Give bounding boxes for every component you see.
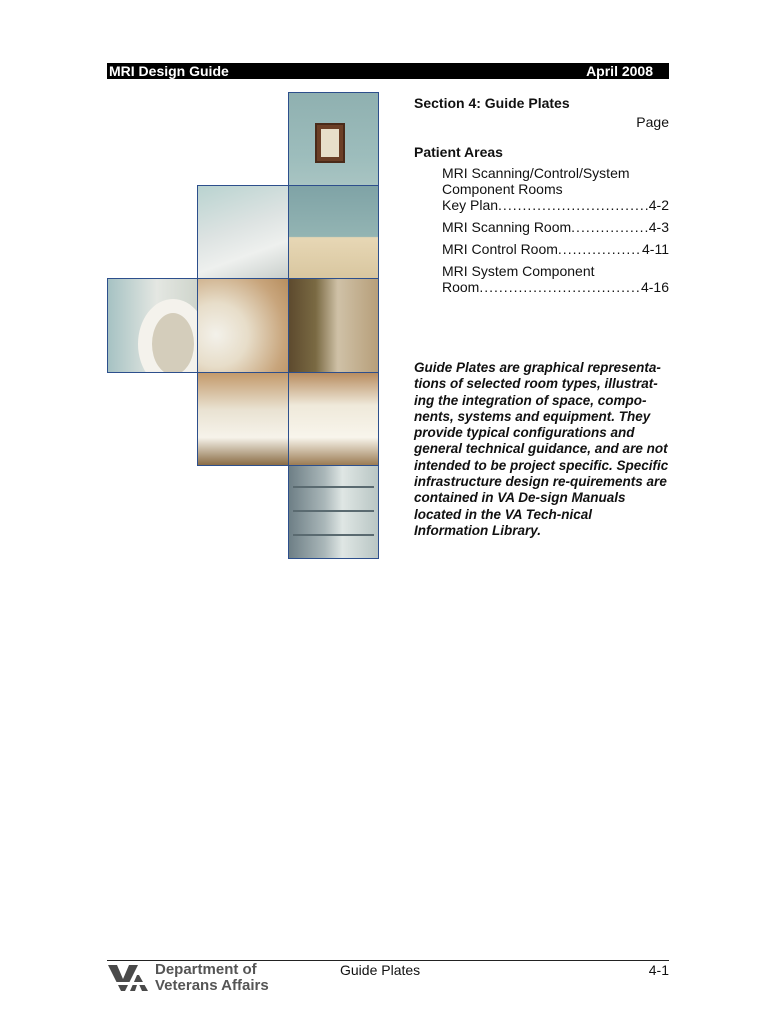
- page-number: 4-1: [648, 962, 669, 978]
- toc-entry: [442, 165, 669, 213]
- va-logo-icon: [108, 963, 148, 993]
- header-bar: [107, 63, 669, 79]
- photo-patient-table-right: [288, 372, 379, 466]
- department-line-2: Veterans Affairs: [155, 977, 269, 994]
- document-date: April 2008: [586, 63, 653, 79]
- toc-entry-title: Key Plan: [442, 197, 499, 213]
- department-name: [155, 962, 269, 994]
- guide-plates-description: Guide Plates are graphical representa-tions of selected room types, illustrat-ing the integration of space, compo-nents, systems and equipment. They provide typical configurations and general technical guidance, and are not intended to be project specific. Specific infrastructure design re-quirements are contained in VA De-sign Manuals located in the VA Tech-nical Information Library.: [414, 360, 669, 538]
- toc-entry-text: Component Rooms: [442, 181, 563, 197]
- toc-entry-title: Room: [442, 279, 480, 295]
- photo-wall-artwork: [288, 92, 379, 186]
- department-line-1: Department of: [155, 961, 257, 978]
- toc-entry-page: 4-3: [648, 219, 669, 235]
- toc-entry-page: 4-11: [642, 241, 669, 257]
- toc-entry-page: 4-16: [640, 279, 669, 295]
- photo-control-stool: [288, 185, 379, 279]
- page-column-label: Page: [636, 114, 669, 130]
- toc-entry-page: 4-2: [648, 197, 669, 213]
- toc-entry-text: MRI System Component: [442, 263, 595, 279]
- photo-mri-bore-left: [107, 278, 198, 373]
- toc-entry-text: MRI Scanning/Control/System: [442, 165, 630, 181]
- photo-patient-table-left: [197, 372, 289, 466]
- toc-entry-title: MRI Control Room: [442, 241, 558, 257]
- toc-entries: [442, 165, 669, 295]
- toc-entry: [442, 219, 669, 235]
- photo-mri-equipment: [197, 185, 289, 279]
- toc-entry: [442, 241, 669, 257]
- toc-leader-dots: [479, 279, 640, 295]
- photo-supply-shelving: [288, 465, 379, 559]
- footer-section-name: Guide Plates: [340, 962, 421, 978]
- toc-entry: [442, 263, 669, 295]
- toc-entry-title: MRI Scanning Room: [442, 219, 572, 235]
- group-title: Patient Areas: [414, 144, 503, 160]
- document-title: MRI Design Guide: [109, 63, 229, 79]
- table-of-contents: [414, 94, 669, 301]
- photo-mri-bore-right: [197, 278, 289, 373]
- toc-leader-dots: [571, 219, 648, 235]
- toc-leader-dots: [558, 241, 641, 257]
- toc-leader-dots: [498, 197, 648, 213]
- section-title: Section 4: Guide Plates: [414, 95, 570, 111]
- photo-wood-panel: [288, 278, 379, 373]
